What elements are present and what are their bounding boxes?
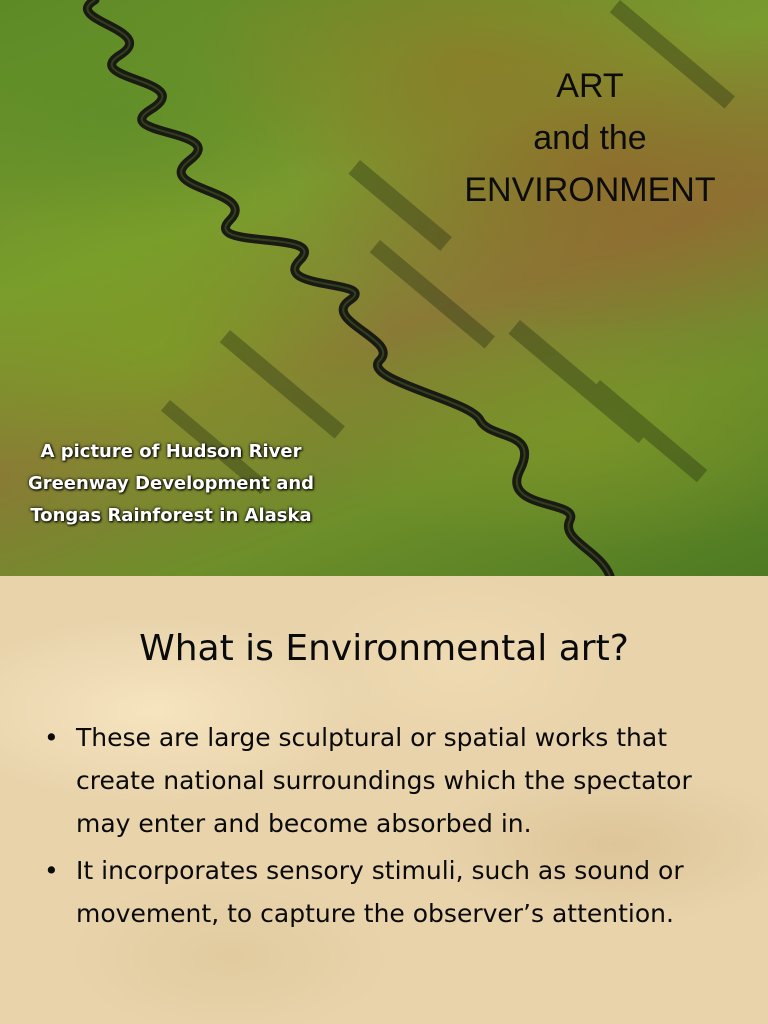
bullet-item (40, 849, 740, 935)
bullet-text: It incorporates sensory stimuli, such as sound or movement, to capture the observer’s attention. (76, 856, 684, 928)
photo-caption (6, 436, 336, 532)
caption-line-2: Greenway Development and (27, 473, 315, 494)
caption-line-1: A picture of Hudson River (40, 441, 302, 462)
slide1-title (440, 60, 740, 216)
caption-line-3: Tongas Rainforest in Alaska (30, 505, 312, 526)
title-line-environment: ENVIRONMENT (464, 171, 716, 209)
slide2-title: What is Environmental art? (139, 628, 629, 669)
title-line-art: ART (556, 67, 624, 105)
slide-definition (0, 576, 768, 1024)
bullet-item (40, 716, 740, 845)
bullet-text: These are large sculptural or spatial works that create national surroundings which the spectator may enter and become absorbed in. (76, 723, 692, 838)
bullet-icon: • (44, 856, 59, 885)
title-line-and-the: and the (533, 119, 647, 157)
bullet-list (40, 716, 740, 939)
bullet-icon: • (44, 723, 59, 752)
